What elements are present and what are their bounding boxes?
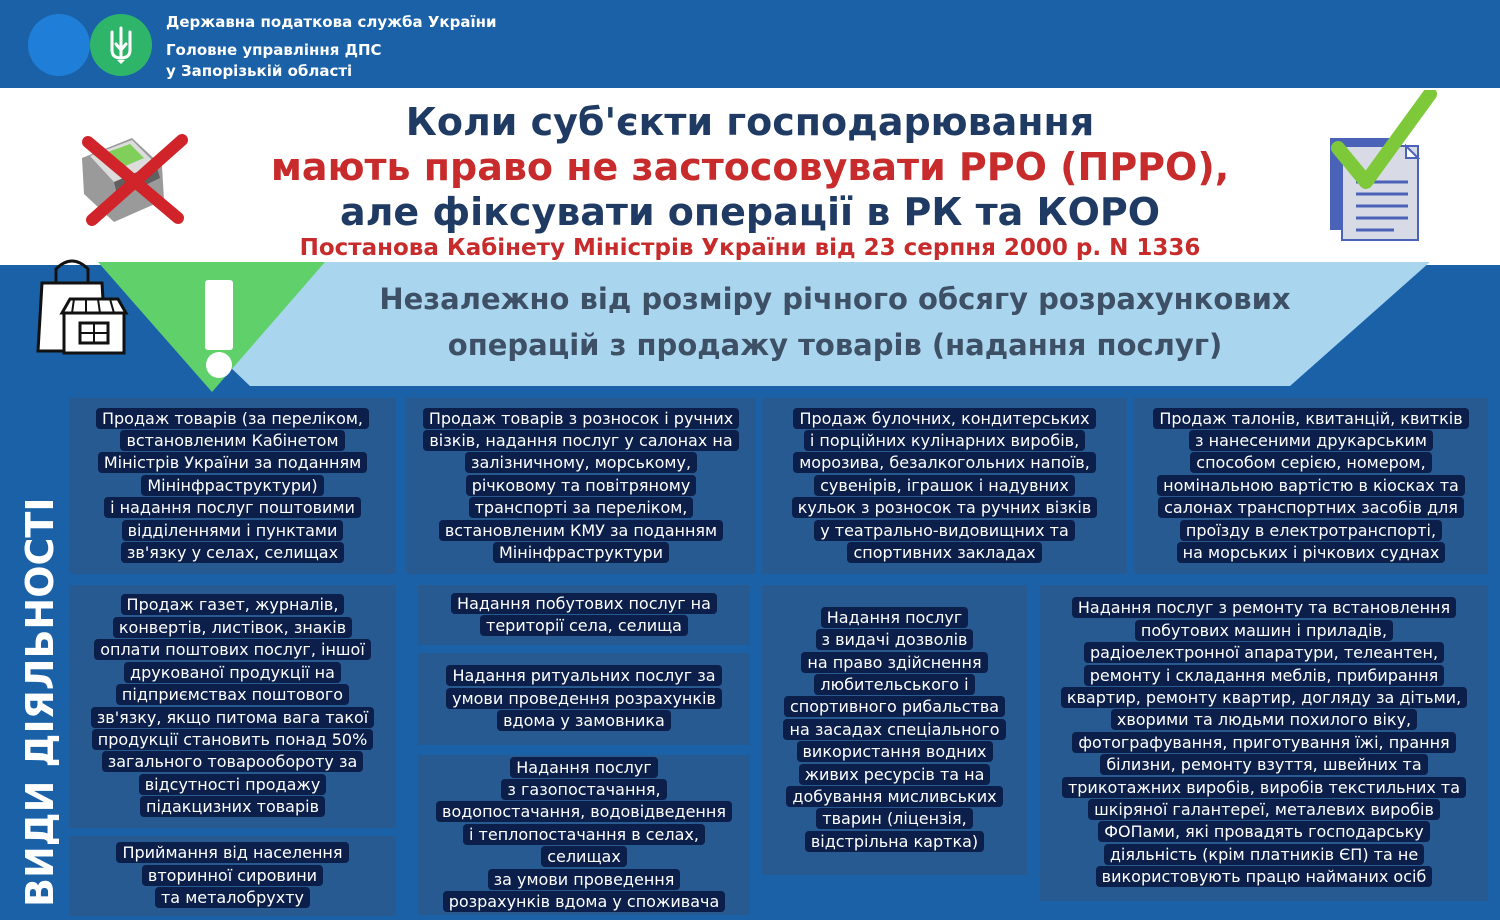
title-line-2: мають право не застосовувати РРО (ПРРО), xyxy=(270,145,1230,189)
org-name: Державна податкова служба України xyxy=(166,13,497,31)
tryzub-emblem-icon xyxy=(90,14,152,76)
activity-text: Продаж товарів з розносок і ручних візків, надання послуг у салонах на залізничному, морському, річковому та повітряному транспорті за переліком, встановленим КМУ за поданням Мінінфраструктури xyxy=(423,408,739,563)
activity-text: Продаж булочних, кондитерських і порційних кулінарних виробів, морозива, безалкогольних напоїв, сувенірів, іграшок і надувних кульок з розносок та ручних візків у театрально-видовищних та спортивних закладах xyxy=(792,408,1098,563)
exclamation-dot xyxy=(206,352,232,378)
activity-text: Продаж газет, журналів, конвертів, листівок, знаків оплати поштових послуг, іншої друкованої продукції на підприємствах поштового зв'язку, якщо питома вага такої продукції становить понад 50% загального товарообороту за відсутності продажу підакцизних товарів xyxy=(91,594,375,817)
decree-reference: Постанова Кабінету Міністрів України від 23 серпня 2000 р. N 1336 xyxy=(299,235,1201,261)
side-label-text: ВИДИ ДІЯЛЬНОСТІ xyxy=(18,497,62,907)
banner-shape xyxy=(120,262,1430,386)
activity-box-8 xyxy=(418,653,750,745)
activity-box-1 xyxy=(69,398,396,574)
header-bar xyxy=(0,0,1500,88)
activity-box-7 xyxy=(418,585,750,645)
activity-box-10 xyxy=(762,585,1027,875)
title-band xyxy=(0,88,1500,265)
checked-document-icon xyxy=(1322,90,1437,249)
activity-text: Надання послуг з видачі дозволів на право здійснення любительського і спортивного рибальства на засадах спеціального використання водних живих ресурсів та на добування мисливських тварин (ліцензія, відстрільна картка) xyxy=(783,607,1005,852)
activity-box-2 xyxy=(406,398,756,574)
activity-text: Надання послуг з ремонту та встановлення побутових машин і приладів, радіоелектронної апаратури, телеантен, ремонту і складання меблів, прибирання квартир, ремонту квартир, догляду за дітьми, хворими та людьми похилого віку, фотографування, приготування їжі, прання білизни, ремонту взуття, швейних та трикотажних виробів, виробів текстильних та шкіряної галантереї, металевих виробів ФОПами, які провадять господарську діяльність (крім платників ЄП) та не використовують працю найманих осіб xyxy=(1061,597,1467,887)
crossed-cash-register-icon xyxy=(70,118,200,232)
activity-text: Надання послуг з газопостачання, водопостачання, водовідведення і теплопостачання в селах, селищах за умови проведення розрахунків вдома у споживача xyxy=(436,757,732,912)
activity-text: Приймання від населення вторинної сировини та металобрухту xyxy=(116,842,348,908)
activity-text: Надання побутових послуг на території села, селища xyxy=(451,593,717,636)
shopping-bag-store-icon xyxy=(34,255,129,361)
activity-box-3 xyxy=(762,398,1127,574)
title-line-3: але фіксувати операції в РК та КОРО xyxy=(339,190,1161,234)
activity-box-11 xyxy=(1040,585,1488,901)
org-department: Головне управління ДПС xyxy=(166,41,382,59)
title-line-1: Коли суб'єкти господарювання xyxy=(405,100,1095,144)
activity-box-9 xyxy=(418,755,750,915)
activity-box-4 xyxy=(1134,398,1488,574)
org-region: у Запорізькій області xyxy=(166,62,353,80)
activity-box-6 xyxy=(69,836,396,916)
blue-circle-logo xyxy=(28,14,90,76)
banner-line-1: Незалежно від розміру річного обсягу розрахункових xyxy=(379,282,1291,316)
activity-text: Надання ритуальних послуг за умови проведення розрахунків вдома у замовника xyxy=(446,665,722,731)
exclamation-bar xyxy=(205,280,233,350)
side-label xyxy=(0,497,80,910)
activity-text: Продаж талонів, квитанцій, квитків з нанесеними друкарським способом серією, номером, номінальною вартістю в кіосках та салонах транспортних засобів для проїзду в електротранспорті, на морських і річкових суднах xyxy=(1153,408,1468,563)
activity-text: Продаж товарів (за переліком, встановленим Кабінетом Міністрів України за поданням Мінінфраструктури) і надання послуг поштовими відділеннями і пунктами зв'язку у селах, селищах xyxy=(96,408,369,563)
activity-box-5 xyxy=(69,585,396,828)
banner-line-2: операцій з продажу товарів (надання послуг) xyxy=(447,328,1223,362)
